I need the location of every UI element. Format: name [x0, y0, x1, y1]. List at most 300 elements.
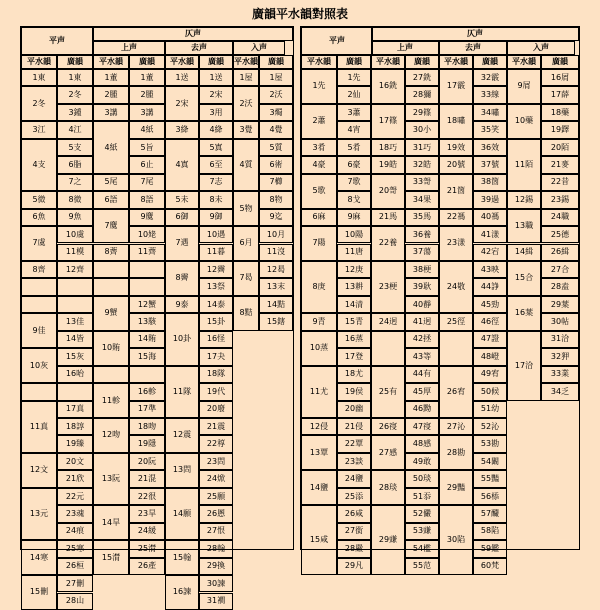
- pingshui-rhyme-cell: 6麻: [301, 209, 337, 226]
- guangyun-rhyme-cell: 52儼: [405, 505, 439, 522]
- guangyun-rhyme-cell: 49宥: [473, 366, 507, 383]
- guangyun-rhyme-cell: 28獮: [405, 86, 439, 103]
- guangyun-rhyme-cell: 28山: [57, 593, 93, 610]
- guangyun-rhyme-cell: 8語: [129, 191, 165, 208]
- guangyun-rhyme-cell: 60梵: [473, 558, 507, 575]
- guangyun-rhyme-cell: 18藥: [541, 104, 579, 121]
- guangyun-rhyme-cell: 23問: [199, 453, 233, 470]
- guangyun-rhyme-cell: 1屋: [259, 69, 293, 86]
- guangyun-rhyme-cell: 2腫: [129, 86, 165, 103]
- guangyun-rhyme-cell: 15海: [129, 348, 165, 365]
- pingshui-rhyme-cell: 19皓: [371, 156, 405, 173]
- guangyun-rhyme-cell: 23錫: [541, 191, 579, 208]
- guangyun-rhyme-cell: 4宵: [337, 121, 371, 138]
- guangyun-rhyme-cell: 22很: [129, 488, 165, 505]
- pingshui-rhyme-cell: [21, 296, 57, 313]
- guangyun-rhyme-cell: 20文: [57, 453, 93, 470]
- guangyun-rhyme-cell: 2冬: [57, 86, 93, 103]
- header-pingshui: 平水韻: [507, 55, 541, 69]
- pingshui-rhyme-cell: 21馬: [371, 209, 405, 226]
- guangyun-rhyme-cell: 18隊: [199, 366, 233, 383]
- guangyun-rhyme-cell: 11薺: [129, 244, 165, 261]
- pingshui-rhyme-cell: 6御: [165, 209, 199, 226]
- pingshui-rhyme-cell: 22禡: [439, 209, 473, 226]
- pingshui-rhyme-cell: 3覺: [233, 121, 259, 138]
- header-ze: 仄声: [93, 27, 293, 41]
- pingshui-rhyme-cell: 1先: [301, 69, 337, 104]
- pingshui-rhyme-cell: 7遇: [165, 226, 199, 261]
- header-guangyun: 廣韻: [473, 55, 507, 69]
- guangyun-rhyme-cell: 12庚: [337, 261, 371, 278]
- pingshui-rhyme-cell: 30陷: [439, 505, 473, 575]
- pingshui-rhyme-cell: 1屋: [233, 69, 259, 86]
- pingshui-rhyme-cell: 15翰: [165, 540, 199, 575]
- pingshui-rhyme-cell: [21, 278, 57, 295]
- guangyun-rhyme-cell: 12霽: [199, 261, 233, 278]
- guangyun-rhyme-cell: 54闞: [473, 453, 507, 470]
- pingshui-rhyme-cell: 2冬: [21, 86, 57, 121]
- guangyun-rhyme-cell: 12齊: [57, 261, 93, 278]
- page-title: 廣韻平水韻對照表: [251, 7, 348, 21]
- guangyun-rhyme-cell: 38梗: [405, 261, 439, 278]
- guangyun-rhyme-cell: 16屑: [541, 69, 579, 86]
- guangyun-rhyme-cell: 27銜: [337, 523, 371, 540]
- guangyun-rhyme-cell: 25添: [337, 488, 371, 505]
- guangyun-rhyme-cell: 31巧: [405, 139, 439, 156]
- pingshui-rhyme-cell: 9青: [301, 313, 337, 330]
- header-guangyun: 廣韻: [199, 55, 233, 69]
- pingshui-rhyme-cell: 16銑: [371, 69, 405, 104]
- guangyun-rhyme-cell: 29換: [199, 558, 233, 575]
- guangyun-rhyme-cell: 35笑: [473, 121, 507, 138]
- pingshui-rhyme-cell: 4支: [21, 139, 57, 191]
- pingshui-rhyme-cell: 4寘: [165, 139, 199, 191]
- guangyun-rhyme-cell: 6脂: [57, 156, 93, 173]
- guangyun-rhyme-cell: 54檻: [405, 540, 439, 557]
- guangyun-rhyme-cell: 15青: [337, 313, 371, 330]
- guangyun-rhyme-cell: 14皆: [57, 331, 93, 348]
- guangyun-rhyme-cell: 23魂: [57, 505, 93, 522]
- pingshui-rhyme-cell: 2腫: [93, 86, 129, 103]
- guangyun-rhyme-cell: 51忝: [405, 488, 439, 505]
- guangyun-rhyme-cell: 9魚: [57, 209, 93, 226]
- pingshui-rhyme-cell: [371, 331, 405, 366]
- guangyun-rhyme-cell: 13末: [259, 278, 293, 295]
- guangyun-rhyme-cell: 18諄: [57, 418, 93, 435]
- pingshui-rhyme-cell: 17霰: [439, 69, 473, 104]
- pingshui-rhyme-cell: 7曷: [233, 261, 259, 296]
- guangyun-rhyme-cell: 29篠: [405, 104, 439, 121]
- pingshui-rhyme-cell: 10灰: [21, 348, 57, 383]
- guangyun-rhyme-cell: 20陌: [541, 139, 579, 156]
- guangyun-rhyme-cell: 33業: [541, 366, 579, 383]
- pingshui-rhyme-cell: 13職: [507, 209, 541, 244]
- pingshui-rhyme-cell: 22養: [371, 226, 405, 261]
- guangyun-rhyme-cell: 57釅: [473, 505, 507, 522]
- pingshui-rhyme-cell: 15咸: [301, 505, 337, 575]
- guangyun-rhyme-cell: 16怪: [199, 331, 233, 348]
- header-pingshui: 平水韻: [371, 55, 405, 69]
- guangyun-rhyme-cell: 25寒: [57, 540, 93, 557]
- guangyun-rhyme-cell: 20幽: [337, 401, 371, 418]
- header-ping: 平声: [301, 27, 373, 55]
- guangyun-rhyme-cell: 26慁: [199, 505, 233, 522]
- guangyun-rhyme-cell: 25願: [199, 488, 233, 505]
- guangyun-rhyme-cell: 21欣: [57, 470, 93, 487]
- pingshui-rhyme-cell: 28勘: [439, 435, 473, 470]
- guangyun-rhyme-cell: 34嘯: [473, 104, 507, 121]
- pingshui-rhyme-cell: 12侵: [301, 418, 337, 435]
- guangyun-rhyme-cell: 13耕: [337, 278, 371, 295]
- guangyun-rhyme-cell: 20阮: [129, 453, 165, 470]
- pingshui-rhyme-cell: 7陽: [301, 226, 337, 261]
- header-qu: 去声: [439, 41, 507, 55]
- guangyun-rhyme-cell: 20廢: [199, 401, 233, 418]
- guangyun-rhyme-cell: 18尤: [337, 366, 371, 383]
- pingshui-rhyme-cell: 16諫: [165, 575, 199, 610]
- pingshui-rhyme-cell: 10卦: [165, 313, 199, 365]
- guangyun-rhyme-cell: 33線: [473, 86, 507, 103]
- guangyun-rhyme-cell: 11沒: [259, 244, 293, 261]
- pingshui-rhyme-cell: 1董: [93, 69, 129, 86]
- guangyun-rhyme-cell: 7歌: [337, 174, 371, 191]
- guangyun-rhyme-cell: 25德: [541, 226, 579, 243]
- guangyun-rhyme-cell: 14賄: [129, 331, 165, 348]
- header-pingshui: 平水韻: [233, 55, 259, 69]
- guangyun-rhyme-cell: 17夬: [199, 348, 233, 365]
- guangyun-rhyme-cell: 17登: [337, 348, 371, 365]
- pingshui-rhyme-cell: 10藥: [507, 104, 541, 139]
- guangyun-rhyme-cell: 24焮: [199, 470, 233, 487]
- pingshui-rhyme-cell: 3肴: [301, 139, 337, 156]
- pingshui-rhyme-cell: 12錫: [507, 191, 541, 208]
- pingshui-rhyme-cell: 9泰: [165, 296, 199, 313]
- guangyun-rhyme-cell: 32皓: [405, 156, 439, 173]
- guangyun-rhyme-cell: 43映: [473, 261, 507, 278]
- pingshui-rhyme-cell: 16葉: [507, 296, 541, 331]
- guangyun-rhyme-cell: 53勘: [473, 435, 507, 452]
- guangyun-rhyme-cell: 3蕭: [337, 104, 371, 121]
- pingshui-rhyme-cell: 25徑: [439, 313, 473, 330]
- pingshui-rhyme-cell: 14緝: [507, 244, 541, 261]
- header-ru: 入声: [233, 41, 285, 55]
- pingshui-rhyme-cell: 27感: [371, 435, 405, 470]
- guangyun-rhyme-cell: [129, 366, 165, 383]
- guangyun-rhyme-cell: [57, 383, 93, 400]
- guangyun-rhyme-cell: 26產: [129, 558, 165, 575]
- pingshui-rhyme-cell: 5未: [165, 191, 199, 208]
- guangyun-rhyme-cell: 50琰: [405, 470, 439, 487]
- guangyun-rhyme-cell: 6術: [259, 156, 293, 173]
- guangyun-rhyme-cell: 21侵: [337, 418, 371, 435]
- guangyun-rhyme-cell: 50候: [473, 383, 507, 400]
- guangyun-rhyme-cell: 27刪: [57, 575, 93, 592]
- pingshui-rhyme-cell: 2蕭: [301, 104, 337, 139]
- pingshui-rhyme-cell: 3講: [93, 104, 129, 121]
- guangyun-rhyme-cell: 30諫: [199, 575, 233, 592]
- guangyun-rhyme-cell: 40靜: [405, 296, 439, 313]
- pingshui-rhyme-cell: 11軫: [93, 383, 129, 418]
- header-guangyun: 廣韻: [405, 55, 439, 69]
- guangyun-rhyme-cell: 44有: [405, 366, 439, 383]
- pingshui-rhyme-cell: 26宥: [439, 366, 473, 418]
- guangyun-rhyme-cell: 46徑: [473, 313, 507, 330]
- guangyun-rhyme-cell: 3燭: [259, 104, 293, 121]
- pingshui-rhyme-cell: 2宋: [165, 86, 199, 121]
- guangyun-rhyme-cell: 53豏: [405, 523, 439, 540]
- guangyun-rhyme-cell: 33哿: [405, 174, 439, 191]
- pingshui-rhyme-cell: 11真: [21, 401, 57, 453]
- guangyun-rhyme-cell: 14黠: [259, 296, 293, 313]
- pingshui-rhyme-cell: 14鹽: [301, 470, 337, 505]
- guangyun-rhyme-cell: 24鹽: [337, 470, 371, 487]
- guangyun-rhyme-cell: 51幼: [473, 401, 507, 418]
- guangyun-rhyme-cell: 12蟹: [129, 296, 165, 313]
- guangyun-rhyme-cell: [129, 261, 165, 278]
- guangyun-rhyme-cell: 39耿: [405, 278, 439, 295]
- pingshui-rhyme-cell: 4紙: [93, 121, 129, 173]
- guangyun-rhyme-cell: 5旨: [129, 139, 165, 156]
- guangyun-rhyme-cell: 19代: [199, 383, 233, 400]
- guangyun-rhyme-cell: 3用: [199, 104, 233, 121]
- guangyun-rhyme-cell: 9麻: [337, 209, 371, 226]
- guangyun-rhyme-cell: 4絳: [199, 121, 233, 138]
- guangyun-rhyme-cell: 17薛: [541, 86, 579, 103]
- pingshui-rhyme-cell: 5物: [233, 191, 259, 226]
- pingshui-rhyme-cell: [439, 331, 473, 366]
- guangyun-rhyme-cell: 10月: [259, 226, 293, 243]
- guangyun-rhyme-cell: 21麥: [541, 156, 579, 173]
- guangyun-rhyme-cell: 47證: [473, 331, 507, 348]
- guangyun-rhyme-cell: 55范: [405, 558, 439, 575]
- guangyun-rhyme-cell: 37蕩: [405, 244, 439, 261]
- guangyun-rhyme-cell: 19鐸: [541, 121, 579, 138]
- guangyun-rhyme-cell: 31襉: [199, 593, 233, 610]
- guangyun-rhyme-cell: 8戈: [337, 191, 371, 208]
- pingshui-rhyme-cell: 2沃: [233, 86, 259, 121]
- pingshui-rhyme-cell: 15潸: [93, 540, 129, 575]
- guangyun-rhyme-cell: 10姥: [129, 226, 165, 243]
- pingshui-rhyme-cell: 14願: [165, 488, 199, 540]
- pingshui-rhyme-cell: 9屑: [507, 69, 541, 104]
- pingshui-rhyme-cell: 5尾: [93, 174, 129, 191]
- guangyun-rhyme-cell: 48嶝: [473, 348, 507, 365]
- pingshui-rhyme-cell: 1送: [165, 69, 199, 86]
- pingshui-rhyme-cell: 10賄: [93, 331, 129, 366]
- guangyun-rhyme-cell: 6止: [129, 156, 165, 173]
- pingshui-rhyme-cell: 6語: [93, 191, 129, 208]
- guangyun-rhyme-cell: 19臻: [57, 435, 93, 452]
- guangyun-rhyme-cell: 26緝: [541, 244, 579, 261]
- guangyun-rhyme-cell: 4覺: [259, 121, 293, 138]
- guangyun-rhyme-cell: 7之: [57, 174, 93, 191]
- guangyun-rhyme-cell: 1東: [57, 69, 93, 86]
- guangyun-rhyme-cell: 31洽: [541, 331, 579, 348]
- guangyun-rhyme-cell: 8未: [199, 191, 233, 208]
- pingshui-rhyme-cell: 12吻: [93, 418, 129, 453]
- guangyun-rhyme-cell: 11暮: [199, 244, 233, 261]
- guangyun-rhyme-cell: 7志: [199, 174, 233, 191]
- guangyun-rhyme-cell: 14清: [337, 296, 371, 313]
- header-guangyun: 廣韻: [337, 55, 371, 69]
- guangyun-rhyme-cell: 10虞: [57, 226, 93, 243]
- guangyun-rhyme-cell: 13駭: [129, 313, 165, 330]
- guangyun-rhyme-cell: 3鍾: [57, 104, 93, 121]
- pingshui-rhyme-cell: 6魚: [21, 209, 57, 226]
- pingshui-rhyme-cell: 20哿: [371, 174, 405, 209]
- guangyun-rhyme-cell: 16咍: [57, 366, 93, 383]
- guangyun-rhyme-cell: 42拯: [405, 331, 439, 348]
- pingshui-rhyme-cell: 8霽: [165, 261, 199, 296]
- guangyun-rhyme-cell: 40禡: [473, 209, 507, 226]
- guangyun-rhyme-cell: 43等: [405, 348, 439, 365]
- pingshui-rhyme-cell: 18巧: [371, 139, 405, 156]
- pingshui-rhyme-cell: 3江: [21, 121, 57, 138]
- guangyun-rhyme-cell: 52沁: [473, 418, 507, 435]
- guangyun-rhyme-cell: 39過: [473, 191, 507, 208]
- guangyun-rhyme-cell: 9迄: [259, 209, 293, 226]
- pingshui-rhyme-cell: 8庚: [301, 261, 337, 313]
- guangyun-rhyme-cell: 1送: [199, 69, 233, 86]
- right-rhyme-table: [300, 26, 580, 571]
- guangyun-rhyme-cell: 15鎋: [259, 313, 293, 330]
- guangyun-rhyme-cell: 14泰: [199, 296, 233, 313]
- pingshui-rhyme-cell: 3絳: [165, 121, 199, 138]
- pingshui-rhyme-cell: 15刪: [21, 575, 57, 610]
- guangyun-rhyme-cell: 5支: [57, 139, 93, 156]
- guangyun-rhyme-cell: 56㮇: [473, 488, 507, 505]
- guangyun-rhyme-cell: 30帖: [541, 313, 579, 330]
- pingshui-rhyme-cell: 19效: [439, 139, 473, 156]
- guangyun-rhyme-cell: 7櫛: [259, 174, 293, 191]
- pingshui-rhyme-cell: 4豪: [301, 156, 337, 173]
- guangyun-rhyme-cell: 2沃: [259, 86, 293, 103]
- pingshui-rhyme-cell: 8薺: [93, 244, 129, 261]
- guangyun-rhyme-cell: 48感: [405, 435, 439, 452]
- guangyun-rhyme-cell: 28翰: [199, 540, 233, 557]
- pingshui-rhyme-cell: 7虞: [21, 226, 57, 261]
- guangyun-rhyme-cell: 9麌: [129, 209, 165, 226]
- guangyun-rhyme-cell: 8微: [57, 191, 93, 208]
- guangyun-rhyme-cell: 32狎: [541, 348, 579, 365]
- pingshui-rhyme-cell: 25有: [371, 366, 405, 418]
- pingshui-rhyme-cell: 9佳: [21, 313, 57, 348]
- guangyun-rhyme-cell: 26桓: [57, 558, 93, 575]
- guangyun-rhyme-cell: 24痕: [57, 523, 93, 540]
- guangyun-rhyme-cell: 22元: [57, 488, 93, 505]
- guangyun-rhyme-cell: 1先: [337, 69, 371, 86]
- guangyun-rhyme-cell: 29凡: [337, 558, 371, 575]
- guangyun-rhyme-cell: 24緩: [129, 523, 165, 540]
- header-guangyun: 廣韻: [129, 55, 165, 69]
- guangyun-rhyme-cell: [129, 278, 165, 295]
- pingshui-rhyme-cell: 12震: [165, 418, 199, 453]
- header-ping: 平声: [21, 27, 93, 55]
- guangyun-rhyme-cell: 44諍: [473, 278, 507, 295]
- header-guangyun: 廣韻: [259, 55, 293, 69]
- header-ru: 入声: [507, 41, 575, 55]
- header-pingshui: 平水韻: [439, 55, 473, 69]
- guangyun-rhyme-cell: 46黝: [405, 401, 439, 418]
- guangyun-rhyme-cell: 5質: [259, 139, 293, 156]
- guangyun-rhyme-cell: 42宕: [473, 244, 507, 261]
- guangyun-rhyme-cell: 13佳: [57, 313, 93, 330]
- guangyun-rhyme-cell: 19侯: [337, 383, 371, 400]
- guangyun-rhyme-cell: 15灰: [57, 348, 93, 365]
- guangyun-rhyme-cell: 36養: [405, 226, 439, 243]
- guangyun-rhyme-cell: 28盍: [541, 278, 579, 295]
- pingshui-rhyme-cell: [93, 278, 129, 295]
- guangyun-rhyme-cell: 10遇: [199, 226, 233, 243]
- guangyun-rhyme-cell: 41迥: [405, 313, 439, 330]
- pingshui-rhyme-cell: 11尤: [301, 366, 337, 418]
- pingshui-rhyme-cell: 23梗: [371, 261, 405, 313]
- guangyun-rhyme-cell: 22覃: [337, 435, 371, 452]
- guangyun-rhyme-cell: 55豔: [473, 470, 507, 487]
- pingshui-rhyme-cell: 13問: [165, 453, 199, 488]
- guangyun-rhyme-cell: 22稕: [199, 435, 233, 452]
- guangyun-rhyme-cell: 8物: [259, 191, 293, 208]
- guangyun-rhyme-cell: 16軫: [129, 383, 165, 400]
- guangyun-rhyme-cell: 47寑: [405, 418, 439, 435]
- pingshui-rhyme-cell: 13阮: [93, 453, 129, 505]
- guangyun-rhyme-cell: 16蒸: [337, 331, 371, 348]
- guangyun-rhyme-cell: 23談: [337, 453, 371, 470]
- pingshui-rhyme-cell: 29豔: [439, 470, 473, 505]
- pingshui-rhyme-cell: [93, 261, 129, 278]
- guangyun-rhyme-cell: 22昔: [541, 174, 579, 191]
- pingshui-rhyme-cell: 24迥: [371, 313, 405, 330]
- guangyun-rhyme-cell: 3講: [129, 104, 165, 121]
- guangyun-rhyme-cell: 32霰: [473, 69, 507, 86]
- pingshui-rhyme-cell: 27沁: [439, 418, 473, 435]
- header-guangyun: 廣韻: [541, 55, 579, 69]
- header-pingshui: 平水韻: [301, 55, 337, 69]
- pingshui-rhyme-cell: 1東: [21, 69, 57, 86]
- guangyun-rhyme-cell: 34果: [405, 191, 439, 208]
- guangyun-rhyme-cell: 12曷: [259, 261, 293, 278]
- guangyun-rhyme-cell: 5肴: [337, 139, 371, 156]
- guangyun-rhyme-cell: 25潸: [129, 540, 165, 557]
- pingshui-rhyme-cell: 13覃: [301, 435, 337, 470]
- guangyun-rhyme-cell: 13祭: [199, 278, 233, 295]
- header-ze: 仄声: [371, 27, 579, 41]
- guangyun-rhyme-cell: 7尾: [129, 174, 165, 191]
- pingshui-rhyme-cell: 29豏: [371, 505, 405, 575]
- pingshui-rhyme-cell: [93, 366, 129, 383]
- pingshui-rhyme-cell: 9蟹: [93, 296, 129, 331]
- guangyun-rhyme-cell: 23旱: [129, 505, 165, 522]
- guangyun-rhyme-cell: 28嚴: [337, 540, 371, 557]
- guangyun-rhyme-cell: 34乏: [541, 383, 579, 400]
- pingshui-rhyme-cell: 18嘯: [439, 104, 473, 139]
- guangyun-rhyme-cell: 6至: [199, 156, 233, 173]
- guangyun-rhyme-cell: 35馬: [405, 209, 439, 226]
- guangyun-rhyme-cell: 41漾: [473, 226, 507, 243]
- guangyun-rhyme-cell: 17真: [57, 401, 93, 418]
- pingshui-rhyme-cell: 20號: [439, 156, 473, 173]
- guangyun-rhyme-cell: 6豪: [337, 156, 371, 173]
- pingshui-rhyme-cell: 11陌: [507, 139, 541, 191]
- header-shang: 上声: [371, 41, 439, 55]
- guangyun-rhyme-cell: 27恨: [199, 523, 233, 540]
- guangyun-rhyme-cell: 17準: [129, 401, 165, 418]
- guangyun-rhyme-cell: 49敢: [405, 453, 439, 470]
- guangyun-rhyme-cell: 15卦: [199, 313, 233, 330]
- guangyun-rhyme-cell: 24職: [541, 209, 579, 226]
- guangyun-rhyme-cell: 2宋: [199, 86, 233, 103]
- header-guangyun: 廣韻: [57, 55, 93, 69]
